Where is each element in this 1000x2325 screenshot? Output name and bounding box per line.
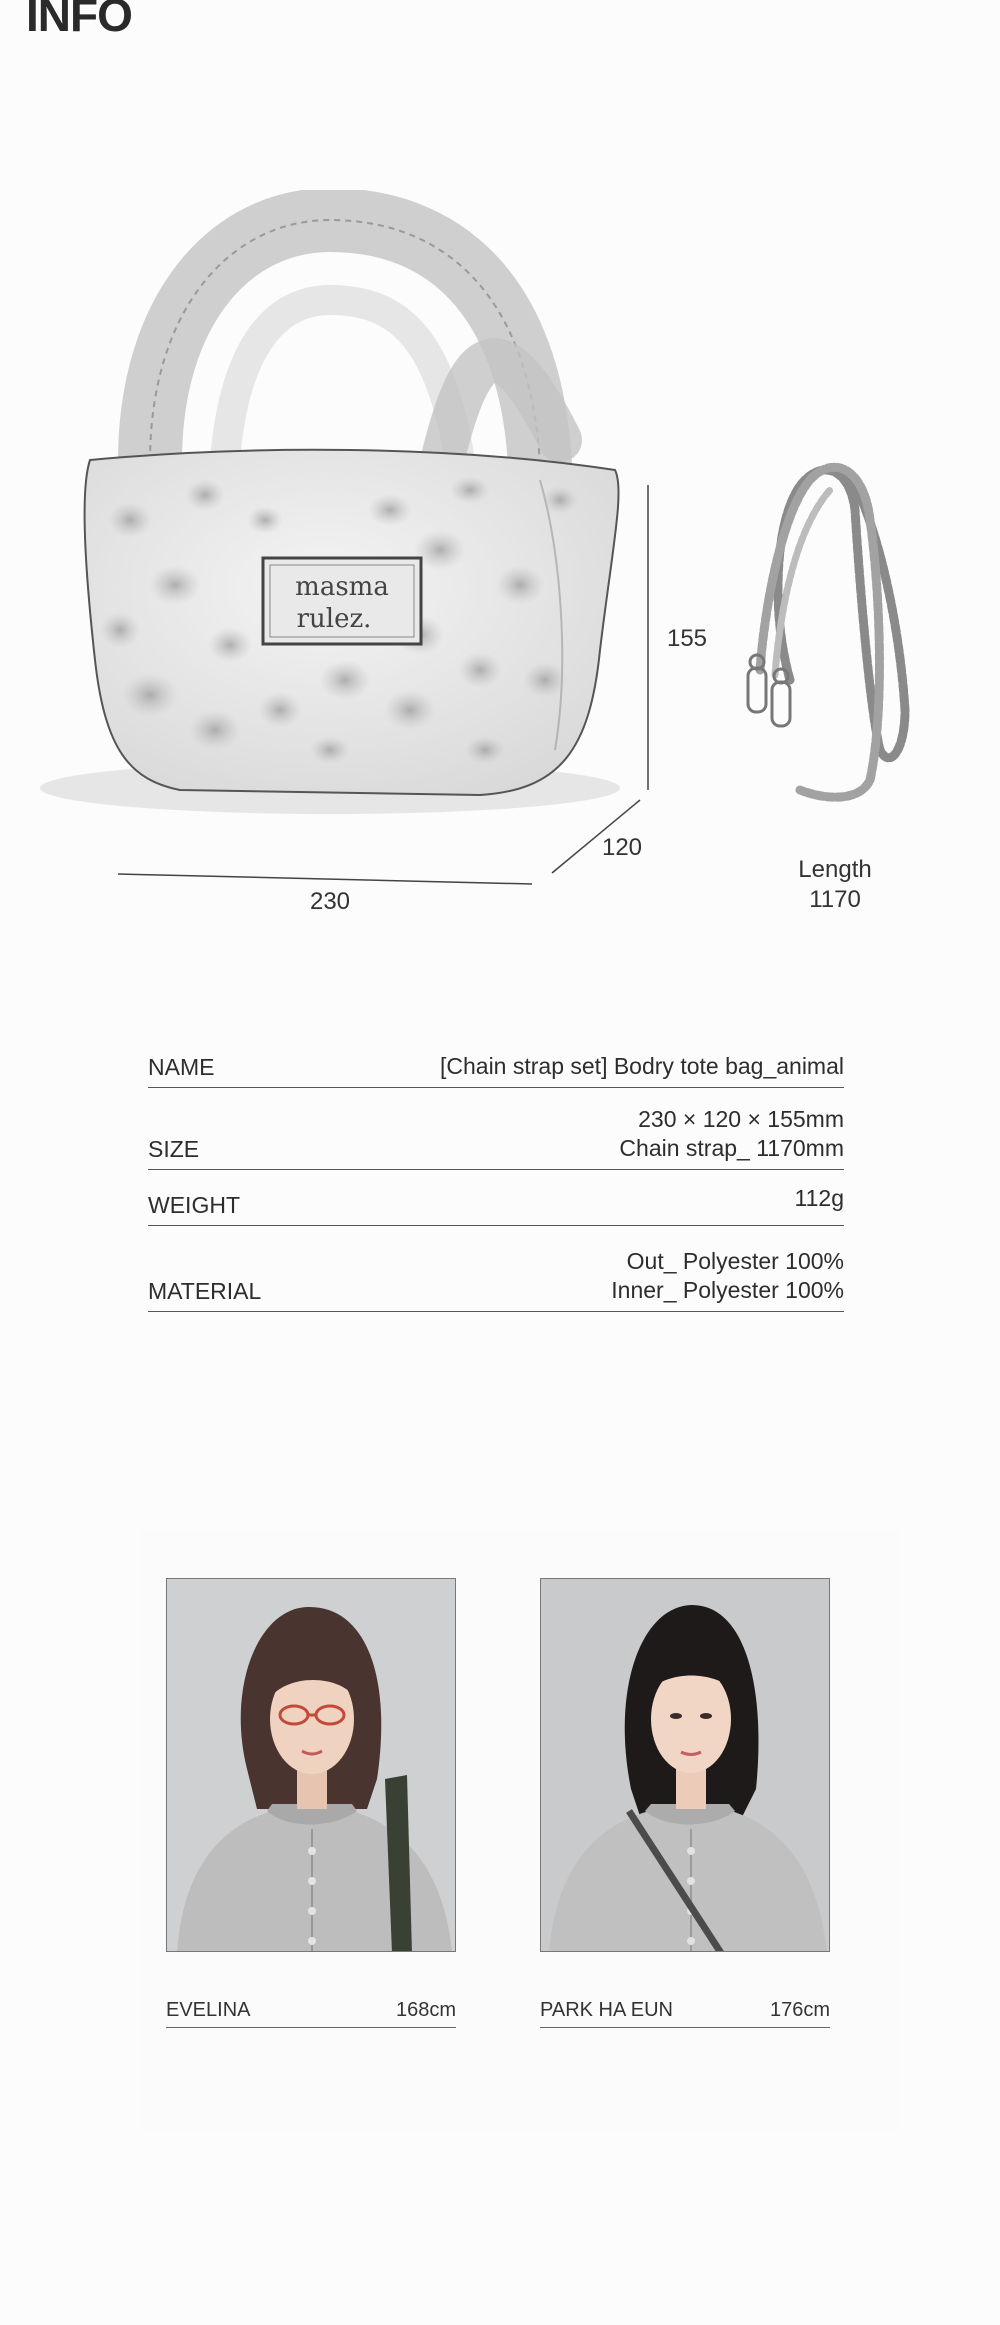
model-photo-park-ha-eun — [540, 1578, 830, 1952]
model-photo-evelina — [166, 1578, 456, 1952]
spec-value-line: Chain strap_ 1170mm — [619, 1135, 844, 1161]
spec-value — [611, 1247, 844, 1305]
model-caption-evelina — [166, 1994, 456, 2028]
dim-width-label: 230 — [309, 888, 351, 915]
spec-label: MATERIAL — [148, 1278, 262, 1304]
model-name: PARK HA EUN — [540, 1999, 673, 2021]
model-name: EVELINA — [166, 1999, 251, 2021]
model-caption-park-ha-eun — [540, 1994, 830, 2028]
model-height: 168cm — [395, 1999, 456, 2021]
product-illustration — [0, 190, 1000, 950]
logo-line-2: rulez. — [296, 604, 372, 634]
model-figure — [541, 1579, 830, 1952]
spec-value-line: Inner_ Polyester 100% — [611, 1277, 844, 1303]
spec-label: NAME — [148, 1054, 215, 1080]
chain-strap — [748, 467, 905, 797]
logo-line-1: masma — [295, 572, 389, 602]
spec-value-line: [Chain strap set] Bodry tote bag_animal — [439, 1053, 844, 1079]
chain-length-value: 1170 — [809, 886, 861, 913]
chain-length-label: Length — [798, 856, 872, 883]
page-title: INFO — [26, 0, 132, 41]
spec-value — [795, 1184, 844, 1213]
bag-sketch — [0, 190, 1000, 950]
spec-value — [619, 1105, 844, 1163]
dim-depth-label: 120 — [601, 834, 643, 861]
spec-value — [440, 1052, 844, 1081]
spec-value-line: Out_ Polyester 100% — [626, 1248, 844, 1274]
bag-body — [40, 450, 620, 814]
spec-row-material — [148, 1226, 844, 1312]
spec-row-size — [148, 1088, 844, 1170]
dim-height-label: 155 — [666, 625, 708, 652]
bag-handle — [150, 220, 560, 470]
spec-row-name — [148, 1040, 844, 1088]
model-section — [140, 1530, 900, 2130]
spec-label: SIZE — [148, 1136, 200, 1162]
spec-row-weight — [148, 1170, 844, 1226]
model-height: 176cm — [769, 1999, 830, 2021]
chain-length-caption — [770, 855, 900, 915]
spec-value-line: 112g — [794, 1185, 844, 1211]
spec-label: WEIGHT — [148, 1192, 240, 1218]
spec-value-line: 230 × 120 × 155mm — [638, 1106, 844, 1132]
model-figure — [167, 1579, 456, 1952]
